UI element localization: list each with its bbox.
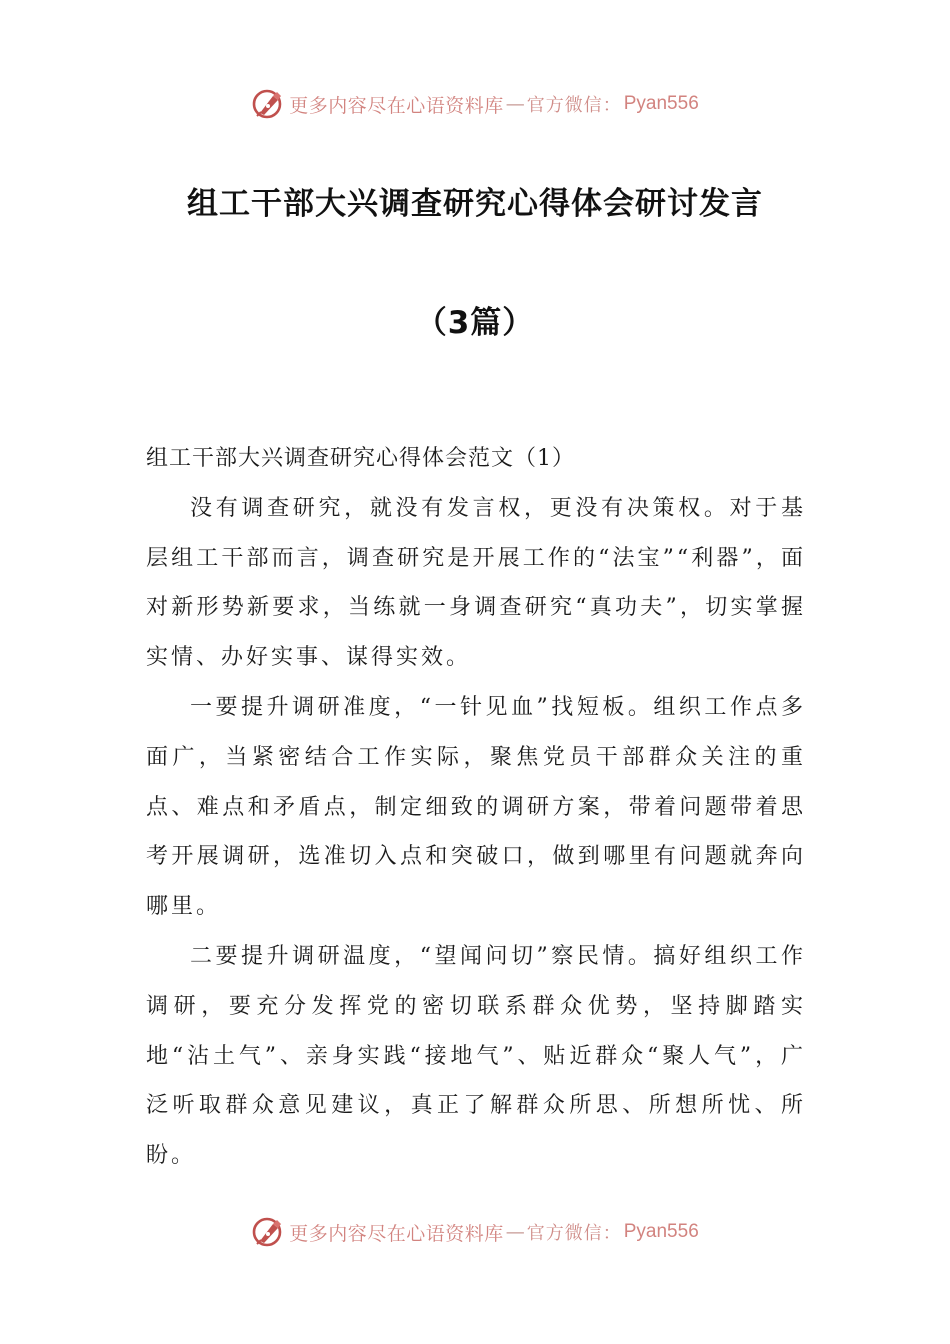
body-paragraph-2: 一要提升调研准度，“一针见血”找短板。组织工作点多面广，当紧密结合工作实际，聚焦党员干部群众关注的重点、难点和矛盾点，制定细致的调研方案，带着问题带着思考开展调研，选准切入点和突破口，做到哪里有问题就奔向哪里。	[146, 694, 806, 920]
banner-wechat-id: Pyan556	[623, 93, 699, 114]
footer-banner	[0, 1212, 950, 1252]
pen-nib-logo-icon	[251, 1215, 285, 1249]
body-paragraph-3: 二要提升调研温度，“望闻问切”察民情。搞好组织工作调研，要充分发挥党的密切联系群众优势，坚持脚踏实地“沾土气”、亲身实践“接地气”、贴近群众“聚人气”，广泛听取群众意见建议，真正了解群众所思、所想所忧、所盼。	[146, 943, 806, 1169]
banner-ad-text: 更多内容尽在心语资料库	[289, 1222, 504, 1245]
banner-wechat-label: 官方微信：	[526, 95, 622, 116]
document-subtitle: （3篇）	[415, 305, 535, 341]
banner-ad-text: 更多内容尽在心语资料库	[289, 94, 504, 117]
document-title: 组工干部大兴调查研究心得体会研讨发言	[187, 186, 763, 222]
document-body	[146, 434, 806, 1181]
body-paragraph-1: 没有调查研究，就没有发言权，更没有决策权。对于基层组工干部而言，调查研究是开展工作的“法宝”“利器”，面对新形势新要求，当练就一身调查研究“真功夫”，切实掌握实情、办好实事、谋得实效。	[146, 495, 806, 671]
banner-wechat-id: Pyan556	[623, 1221, 699, 1242]
pen-nib-logo-icon	[251, 87, 285, 121]
banner-wechat-label: 官方微信：	[526, 1223, 622, 1244]
banner-separator: —	[505, 1221, 525, 1243]
section-heading: 组工干部大兴调查研究心得体会范文（1）	[146, 446, 575, 471]
banner-separator: —	[505, 93, 525, 115]
header-banner	[0, 84, 950, 124]
